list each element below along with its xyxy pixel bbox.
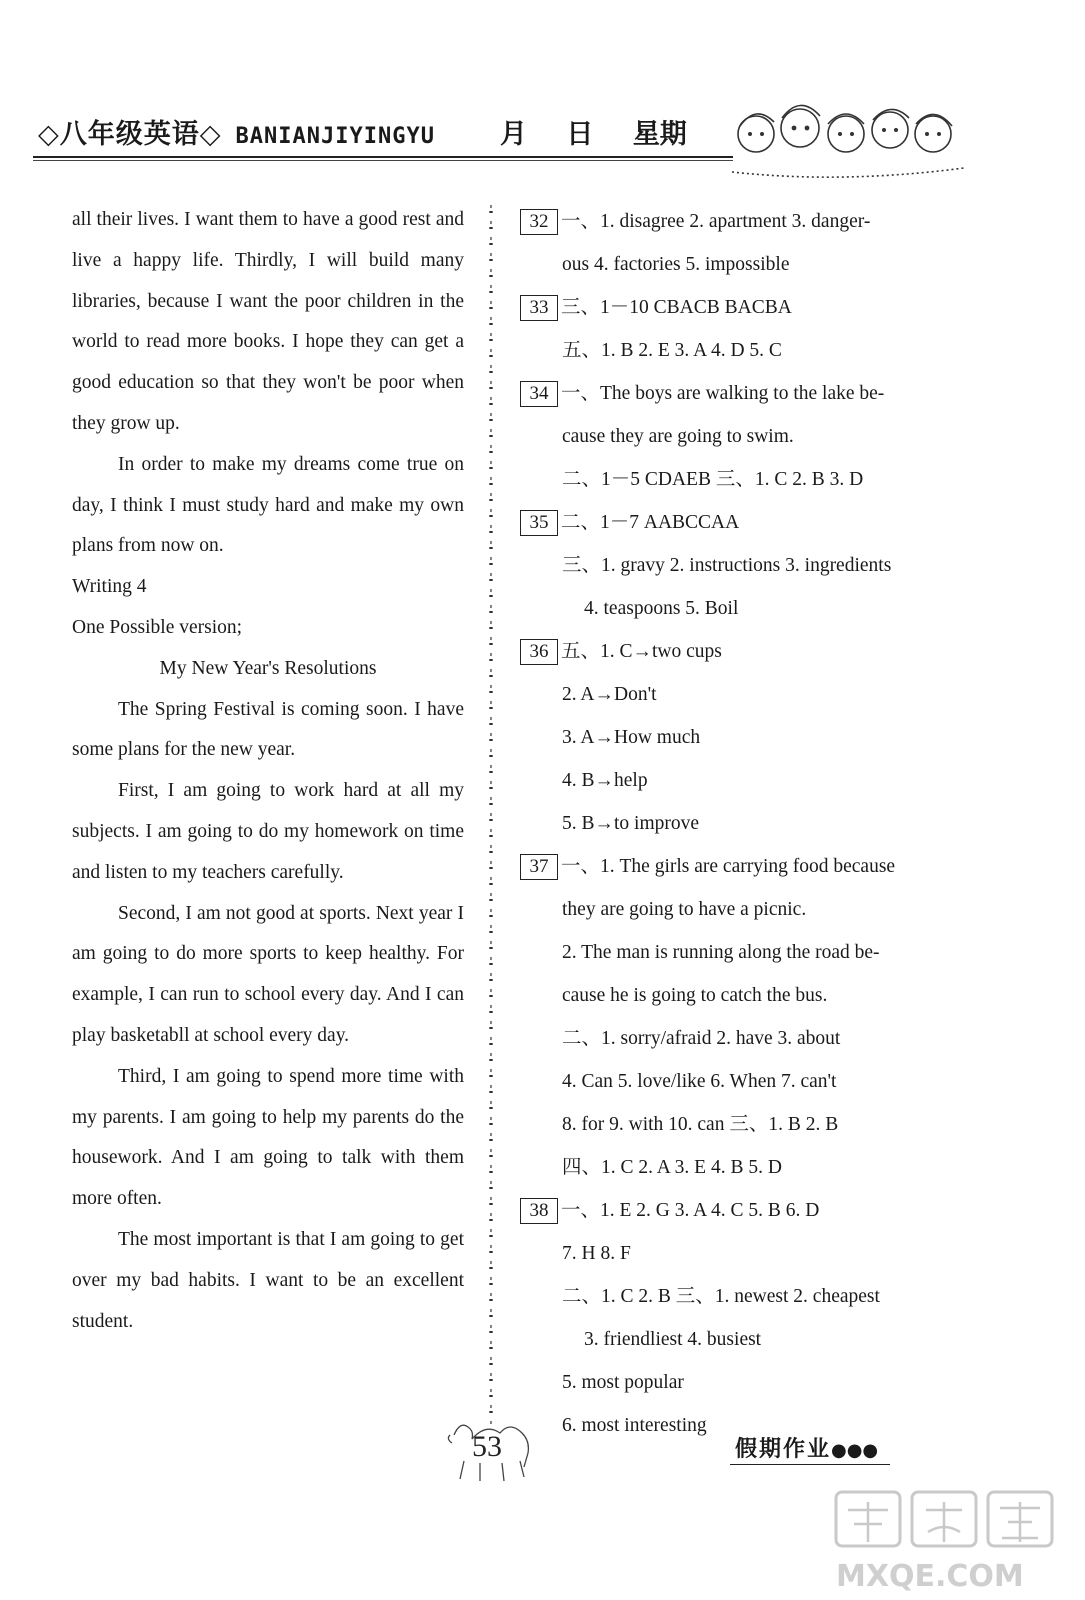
- answer-text: cause he is going to catch the bus.: [562, 985, 828, 1006]
- column-divider: [487, 205, 495, 1425]
- answer-text: 7. H 8. F: [562, 1243, 631, 1264]
- footer-label: [735, 1432, 878, 1463]
- essay-paragraph: Second, I am not good at sports. Next year I am going to do more sports to keep healthy. For example, I can run to school every day. And I can play basketabll at school every day.: [72, 902, 464, 1046]
- answer-line: [520, 372, 960, 415]
- footer-rule: [730, 1464, 890, 1465]
- answer-line: [520, 1361, 960, 1404]
- header-rule-thin: [33, 160, 733, 161]
- answer-text: 二、1. C 2. B 三、1. newest 2. cheapest: [562, 1286, 880, 1307]
- essay-paragraph: Third, I am going to spend more time with my parents. I am going to help my parents do the housework. And I am going to talk with them more often.: [72, 1065, 464, 1210]
- answer-key-column: [520, 200, 960, 1447]
- answer-line: [520, 458, 960, 501]
- answer-line: [520, 716, 960, 759]
- weekday-label: 星期: [632, 119, 687, 150]
- answer-line: [520, 759, 960, 802]
- page-ref-box: 37: [520, 854, 558, 880]
- answer-line: [520, 974, 960, 1017]
- answer-text: 5. most popular: [562, 1372, 684, 1393]
- answer-line: [520, 630, 960, 673]
- page-ref-box: 34: [520, 381, 558, 407]
- answer-line: [520, 1189, 960, 1232]
- book-title-pinyin: BANIANJIYINGYU: [235, 124, 435, 149]
- answer-line: [520, 1017, 960, 1060]
- page-header: [0, 0, 1085, 190]
- book-title-text: ◇八年级英语◇: [38, 119, 222, 150]
- date-fields: [500, 112, 717, 151]
- footer-label-text: 假期作业: [735, 1437, 832, 1462]
- answer-line: [520, 200, 960, 243]
- answer-text: 三、1－10 CBACB BACBA: [561, 297, 792, 318]
- answer-line: [520, 1060, 960, 1103]
- answer-line: [520, 931, 960, 974]
- answer-line: [520, 802, 960, 845]
- answer-text: 一、The boys are walking to the lake be-: [561, 383, 885, 404]
- answer-text: 8. for 9. with 10. can 三、1. B 2. B: [562, 1114, 839, 1135]
- essay-paragraph: The most important is that I am going to get over my bad habits. I want to be an excellent student.: [72, 1228, 464, 1332]
- answer-text: 2. A→Don't: [562, 684, 657, 705]
- answer-text: 二、1－7 AABCCAA: [561, 512, 740, 533]
- page-ref-box: 38: [520, 1198, 558, 1224]
- answer-text: 二、1－5 CDAEB 三、1. C 2. B 3. D: [562, 469, 864, 490]
- essay-paragraph: In order to make my dreams come true on day, I think I must study hard and make my own plans from now on.: [72, 453, 464, 557]
- answer-line: [520, 587, 960, 630]
- essay-title: My New Year's Resolutions: [159, 657, 377, 679]
- footer-dots: ●●●: [831, 1440, 879, 1461]
- answer-line: [520, 544, 960, 587]
- watermark-text: MXQE.COM: [836, 1559, 1024, 1594]
- essay-paragraph: First, I am going to work hard at all my subjects. I am going to do my homework on time and listen to my teachers carefully.: [72, 780, 464, 883]
- answer-text: they are going to have a picnic.: [562, 899, 807, 920]
- answer-line: [520, 1232, 960, 1275]
- answer-line: [520, 1103, 960, 1146]
- left-column: [72, 200, 464, 1342]
- answer-line: [520, 1275, 960, 1318]
- answer-text: 五、1. B 2. E 3. A 4. D 5. C: [562, 340, 782, 361]
- page-ref-box: 32: [520, 209, 558, 235]
- answer-text: 三、1. gravy 2. instructions 3. ingredients: [562, 555, 892, 576]
- answer-text: 五、1. C→two cups: [561, 641, 722, 662]
- page-ref-box: 33: [520, 295, 558, 321]
- answer-line: [520, 888, 960, 931]
- answer-line: [520, 673, 960, 716]
- day-label: 日: [566, 119, 594, 150]
- answer-text: 二、1. sorry/afraid 2. have 3. about: [562, 1028, 841, 1049]
- answer-text: 6. most interesting: [562, 1415, 707, 1436]
- book-title: [38, 112, 435, 151]
- answer-text: 一、1. E 2. G 3. A 4. C 5. B 6. D: [561, 1200, 820, 1221]
- month-label: 月: [500, 119, 527, 150]
- answer-text: 2. The man is running along the road be-: [562, 942, 880, 963]
- version-label: One Possible version;: [72, 616, 243, 638]
- answer-line: [520, 243, 960, 286]
- answer-line: [520, 286, 960, 329]
- answer-text: 5. B→to improve: [562, 813, 700, 834]
- essay-paragraph: all their lives. I want them to have a good rest and live a happy life. Thirdly, I will build many libraries, because I want the poor children in the world to read more books. I hope they can get a good education so that they won't be poor when they grow up.: [72, 209, 464, 434]
- page-ref-box: 35: [520, 510, 558, 536]
- answer-text: 3. A→How much: [562, 727, 701, 748]
- essay-paragraph: The Spring Festival is coming soon. I have some plans for the new year.: [72, 698, 464, 761]
- cartoon-kids-illustration: [728, 96, 968, 184]
- answer-line: [520, 845, 960, 888]
- answer-line: [520, 415, 960, 458]
- page-ref-box: 36: [520, 639, 558, 665]
- answer-line: [520, 501, 960, 544]
- answer-text: 3. friendliest 4. busiest: [584, 1329, 762, 1350]
- answer-text: cause they are going to swim.: [562, 426, 794, 447]
- header-rule: [33, 156, 733, 158]
- section-label: Writing 4: [72, 576, 147, 598]
- answer-line: [520, 1318, 960, 1361]
- answer-text: 一、1. disagree 2. apartment 3. danger-: [561, 211, 871, 232]
- page-number: 53: [472, 1430, 502, 1463]
- answer-text: 四、1. C 2. A 3. E 4. B 5. D: [562, 1157, 782, 1178]
- answer-text: 4. teaspoons 5. Boil: [584, 598, 739, 619]
- watermark-logo: [830, 1488, 1070, 1596]
- answer-line: [520, 1146, 960, 1189]
- answer-text: 4. Can 5. love/like 6. When 7. can't: [562, 1071, 837, 1092]
- answer-line: [520, 329, 960, 372]
- answer-text: 一、1. The girls are carrying food because: [561, 856, 896, 877]
- answer-text: ous 4. factories 5. impossible: [562, 254, 790, 275]
- answer-text: 4. B→help: [562, 770, 648, 791]
